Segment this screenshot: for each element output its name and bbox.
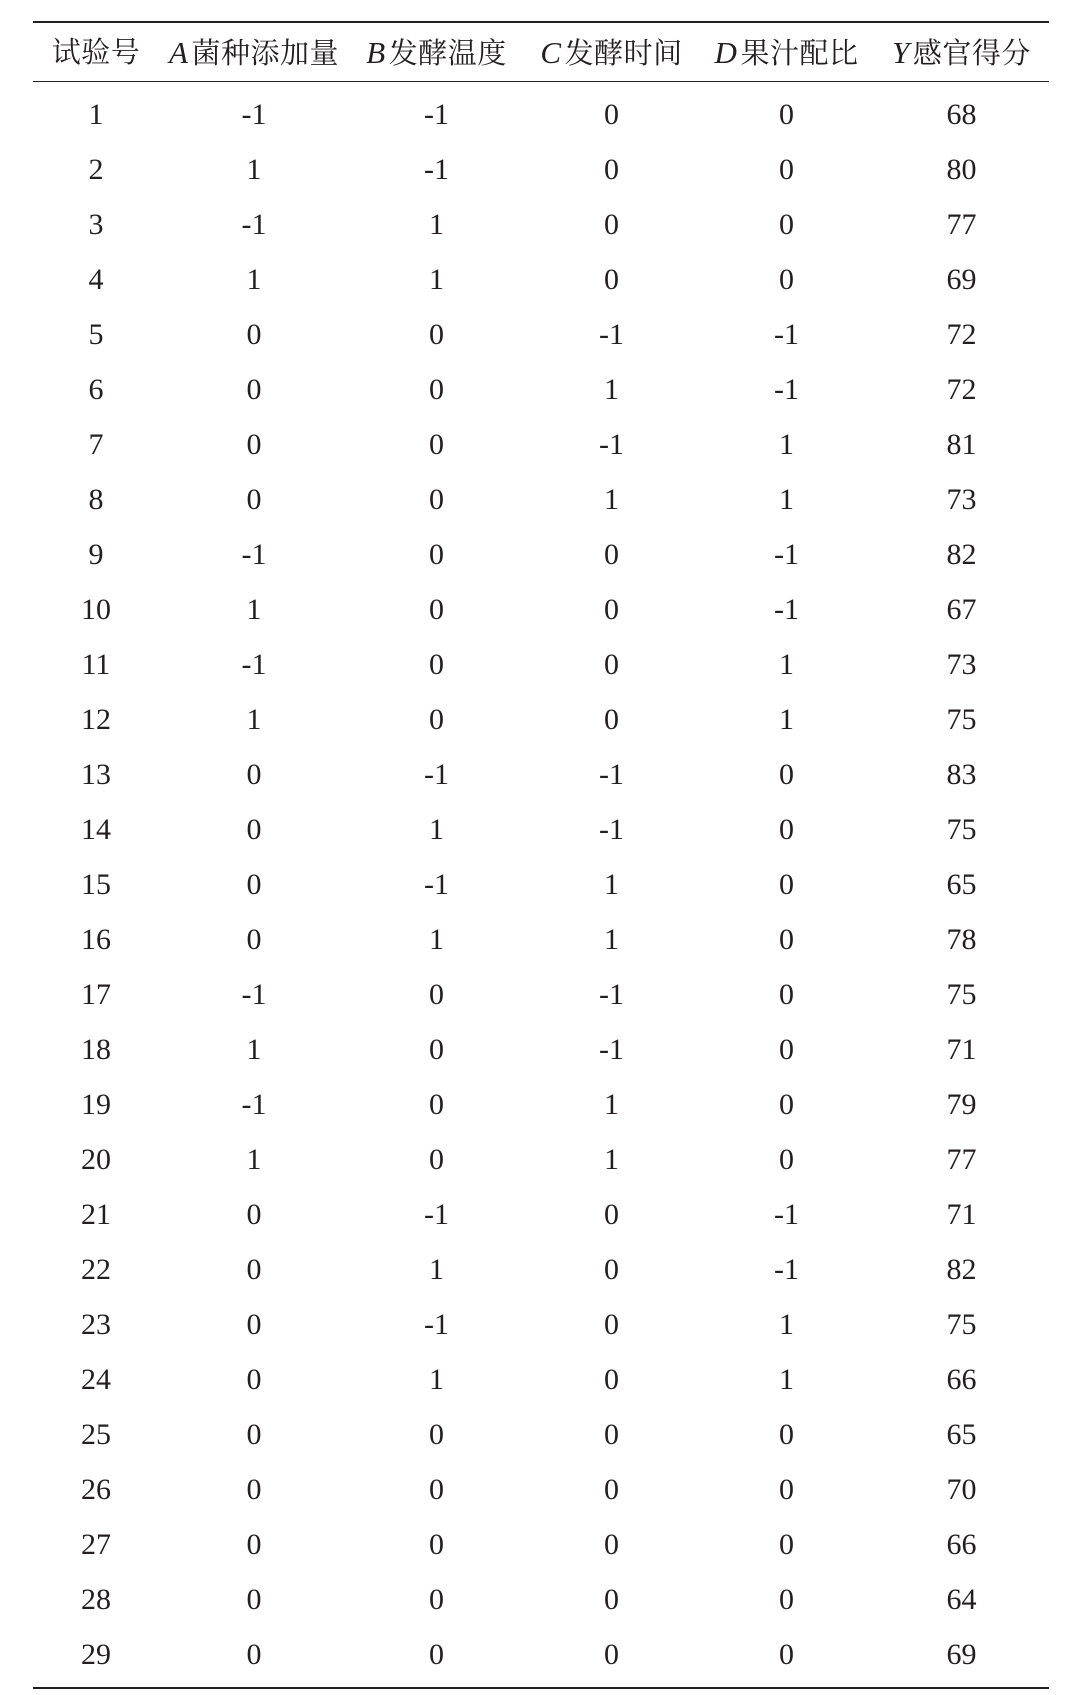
- trial-number-cell: 5: [88, 317, 104, 351]
- factor-d-cell: 0: [779, 152, 794, 186]
- factor-b-cell: 0: [429, 1582, 444, 1616]
- factor-b-cell: -1: [424, 152, 449, 186]
- trial-number-cell: 18: [81, 1032, 111, 1066]
- sensory-score-cell: 66: [946, 1362, 977, 1396]
- factor-a-cell: -1: [241, 207, 267, 241]
- table-row: [33, 1407, 1049, 1462]
- factor-a-cell: -1: [241, 1087, 267, 1121]
- factor-c-cell: 1: [604, 922, 619, 956]
- sensory-score-cell: 71: [946, 1197, 977, 1231]
- factor-d-cell: 1: [779, 702, 794, 736]
- sensory-score-cell: 70: [946, 1472, 977, 1506]
- factor-c-cell: 0: [604, 1582, 619, 1616]
- sensory-score-cell: 72: [946, 372, 977, 406]
- factor-c-cell: 0: [604, 207, 619, 241]
- table-body: [33, 82, 1049, 1687]
- sensory-score-cell: 79: [946, 1087, 977, 1121]
- factor-c-cell: -1: [599, 427, 624, 461]
- factor-d-cell: 0: [779, 1582, 794, 1616]
- factor-b-cell: 1: [429, 207, 444, 241]
- trial-number-cell: 7: [88, 427, 104, 461]
- table-row: [33, 1462, 1049, 1517]
- factor-a-cell: 0: [246, 1472, 262, 1506]
- table-row: [33, 1132, 1049, 1187]
- table-row: [33, 472, 1049, 527]
- factor-d-cell: 1: [779, 647, 794, 681]
- factor-a-cell: 0: [246, 757, 262, 791]
- factor-a-cell: 0: [246, 1252, 262, 1286]
- factor-d-cell: 0: [779, 812, 794, 846]
- factor-a-cell: 1: [246, 592, 262, 626]
- header-factor-a: [159, 34, 349, 70]
- sensory-score-cell: 80: [946, 152, 977, 186]
- sensory-score-cell: 72: [946, 317, 977, 351]
- factor-b-cell: 0: [429, 482, 444, 516]
- factor-c-cell: 0: [604, 1307, 619, 1341]
- table-row: [33, 1297, 1049, 1352]
- factor-b-cell: 0: [429, 317, 444, 351]
- factor-c-cell: 1: [604, 482, 619, 516]
- factor-a-cell: 0: [246, 317, 262, 351]
- sensory-score-cell: 75: [946, 1307, 977, 1341]
- table-row: [33, 747, 1049, 802]
- factor-d-cell: 0: [779, 97, 794, 131]
- trial-number-cell: 8: [88, 482, 104, 516]
- factor-a-cell: 0: [246, 1417, 262, 1451]
- trial-number-cell: 12: [81, 702, 111, 736]
- table-row: [33, 1242, 1049, 1297]
- table-row: [33, 1077, 1049, 1132]
- trial-number-cell: 28: [81, 1582, 111, 1616]
- factor-c-cell: 0: [604, 537, 619, 571]
- data-table: [33, 21, 1049, 1689]
- header-label: 发酵时间: [564, 35, 683, 70]
- trial-number-cell: 26: [81, 1472, 111, 1506]
- factor-b-cell: 0: [429, 372, 444, 406]
- factor-b-cell: 1: [429, 922, 444, 956]
- factor-c-cell: -1: [599, 757, 624, 791]
- factor-b-cell: 0: [429, 592, 444, 626]
- sensory-score-cell: 78: [946, 922, 977, 956]
- sensory-score-cell: 68: [946, 97, 977, 131]
- factor-b-cell: 0: [429, 1417, 444, 1451]
- factor-a-cell: 1: [246, 1032, 262, 1066]
- table-row: [33, 1572, 1049, 1627]
- factor-a-cell: 0: [246, 427, 262, 461]
- header-variable: C: [540, 34, 562, 70]
- trial-number-cell: 17: [81, 977, 111, 1011]
- factor-c-cell: 0: [604, 1417, 619, 1451]
- table-row: [33, 637, 1049, 692]
- table-row: [33, 417, 1049, 472]
- factor-b-cell: -1: [424, 97, 449, 131]
- header-variable: B: [366, 34, 386, 70]
- trial-number-cell: 21: [81, 1197, 111, 1231]
- table-row: [33, 527, 1049, 582]
- sensory-score-cell: 73: [946, 647, 977, 681]
- sensory-score-cell: 71: [946, 1032, 977, 1066]
- sensory-score-cell: 67: [946, 592, 977, 626]
- table-row: [33, 197, 1049, 252]
- header-factor-b: [349, 34, 524, 70]
- factor-c-cell: 1: [604, 1087, 619, 1121]
- header-variable: A: [169, 34, 189, 70]
- trial-number-cell: 24: [81, 1362, 111, 1396]
- factor-b-cell: 1: [429, 1362, 444, 1396]
- factor-d-cell: 0: [779, 1142, 794, 1176]
- factor-d-cell: -1: [774, 537, 799, 571]
- header-variable: D: [714, 34, 738, 70]
- factor-c-cell: 0: [604, 647, 619, 681]
- factor-a-cell: 0: [246, 1307, 262, 1341]
- factor-a-cell: 0: [246, 867, 262, 901]
- header-variable: Y: [892, 34, 910, 70]
- factor-d-cell: 1: [779, 427, 794, 461]
- table-row: [33, 1352, 1049, 1407]
- trial-number-cell: 10: [81, 592, 111, 626]
- factor-d-cell: 0: [779, 1032, 794, 1066]
- table-row: [33, 142, 1049, 197]
- sensory-score-cell: 69: [946, 1637, 977, 1671]
- factor-a-cell: 0: [246, 922, 262, 956]
- table-row: [33, 362, 1049, 417]
- table-row: [33, 912, 1049, 967]
- trial-number-cell: 22: [81, 1252, 111, 1286]
- factor-c-cell: 1: [604, 867, 619, 901]
- factor-b-cell: 0: [429, 1087, 444, 1121]
- header-factor-c: [524, 34, 699, 70]
- trial-number-cell: 29: [81, 1637, 111, 1671]
- trial-number-cell: 9: [88, 537, 104, 571]
- factor-d-cell: 0: [779, 1527, 794, 1561]
- trial-number-cell: 19: [81, 1087, 111, 1121]
- sensory-score-cell: 75: [946, 977, 977, 1011]
- factor-c-cell: 0: [604, 1637, 619, 1671]
- factor-a-cell: -1: [241, 537, 267, 571]
- sensory-score-cell: 75: [946, 702, 977, 736]
- trial-number-cell: 20: [81, 1142, 111, 1176]
- factor-a-cell: -1: [241, 647, 267, 681]
- factor-b-cell: 0: [429, 1472, 444, 1506]
- table-row: [33, 802, 1049, 857]
- sensory-score-cell: 82: [946, 1252, 977, 1286]
- factor-a-cell: 1: [246, 152, 262, 186]
- factor-c-cell: 0: [604, 262, 619, 296]
- header-factor-d: [699, 34, 874, 70]
- trial-number-cell: 4: [88, 262, 104, 296]
- header-label: 发酵温度: [388, 35, 507, 70]
- factor-d-cell: 0: [779, 977, 794, 1011]
- factor-b-cell: -1: [424, 1307, 449, 1341]
- header-response-y: [874, 34, 1049, 70]
- header-label: 菌种添加量: [191, 35, 339, 70]
- factor-d-cell: 0: [779, 922, 794, 956]
- trial-number-cell: 13: [81, 757, 111, 791]
- factor-a-cell: 1: [246, 262, 262, 296]
- factor-a-cell: 1: [246, 702, 262, 736]
- factor-a-cell: -1: [241, 977, 267, 1011]
- trial-number-cell: 15: [81, 867, 111, 901]
- factor-c-cell: 0: [604, 1527, 619, 1561]
- sensory-score-cell: 81: [946, 427, 977, 461]
- header-label: 感官得分: [912, 35, 1031, 70]
- factor-d-cell: -1: [774, 1197, 799, 1231]
- sensory-score-cell: 73: [946, 482, 977, 516]
- factor-c-cell: 1: [604, 372, 619, 406]
- trial-number-cell: 1: [88, 97, 104, 131]
- factor-b-cell: 0: [429, 1142, 444, 1176]
- header-trial-number: [33, 34, 159, 69]
- factor-d-cell: 0: [779, 1472, 794, 1506]
- factor-c-cell: 0: [604, 1362, 619, 1396]
- factor-c-cell: 0: [604, 152, 619, 186]
- factor-a-cell: 0: [246, 1197, 262, 1231]
- table-row: [33, 1022, 1049, 1077]
- table-row: [33, 967, 1049, 1022]
- factor-a-cell: 0: [246, 372, 262, 406]
- factor-b-cell: -1: [424, 757, 449, 791]
- sensory-score-cell: 69: [946, 262, 977, 296]
- factor-d-cell: -1: [774, 1252, 799, 1286]
- factor-c-cell: 0: [604, 97, 619, 131]
- factor-a-cell: 0: [246, 812, 262, 846]
- trial-number-cell: 3: [88, 207, 104, 241]
- trial-number-cell: 16: [81, 922, 111, 956]
- sensory-score-cell: 75: [946, 812, 977, 846]
- factor-d-cell: -1: [774, 592, 799, 626]
- table-row: [33, 692, 1049, 747]
- sensory-score-cell: 64: [946, 1582, 977, 1616]
- factor-c-cell: 0: [604, 1197, 619, 1231]
- trial-number-cell: 14: [81, 812, 111, 846]
- factor-c-cell: 0: [604, 702, 619, 736]
- factor-b-cell: 1: [429, 1252, 444, 1286]
- table-header-row: [33, 23, 1049, 81]
- trial-number-cell: 11: [81, 647, 111, 681]
- factor-b-cell: 0: [429, 1637, 444, 1671]
- factor-c-cell: 0: [604, 592, 619, 626]
- table-row: [33, 1627, 1049, 1682]
- trial-number-cell: 2: [88, 152, 104, 186]
- factor-b-cell: 0: [429, 702, 444, 736]
- sensory-score-cell: 83: [946, 757, 977, 791]
- header-label: 果汁配比: [740, 35, 859, 70]
- sensory-score-cell: 65: [946, 867, 977, 901]
- trial-number-cell: 25: [81, 1417, 111, 1451]
- factor-b-cell: -1: [424, 867, 449, 901]
- trial-number-cell: 23: [81, 1307, 111, 1341]
- factor-d-cell: 0: [779, 262, 794, 296]
- table-row: [33, 307, 1049, 362]
- table-row: [33, 857, 1049, 912]
- factor-a-cell: 0: [246, 1637, 262, 1671]
- sensory-score-cell: 66: [946, 1527, 977, 1561]
- table-row: [33, 1187, 1049, 1242]
- factor-d-cell: 1: [779, 482, 794, 516]
- factor-c-cell: -1: [599, 1032, 624, 1066]
- table-row: [33, 87, 1049, 142]
- factor-d-cell: 1: [779, 1307, 794, 1341]
- factor-d-cell: 0: [779, 1637, 794, 1671]
- sensory-score-cell: 77: [946, 207, 977, 241]
- factor-b-cell: 0: [429, 537, 444, 571]
- table-row: [33, 582, 1049, 637]
- trial-number-cell: 6: [88, 372, 104, 406]
- sensory-score-cell: 82: [946, 537, 977, 571]
- table-row: [33, 252, 1049, 307]
- factor-a-cell: 1: [246, 1142, 262, 1176]
- factor-b-cell: 0: [429, 977, 444, 1011]
- factor-c-cell: -1: [599, 812, 624, 846]
- factor-d-cell: 0: [779, 1087, 794, 1121]
- factor-b-cell: 1: [429, 812, 444, 846]
- sensory-score-cell: 77: [946, 1142, 977, 1176]
- factor-a-cell: 0: [246, 1527, 262, 1561]
- factor-b-cell: 0: [429, 1527, 444, 1561]
- factor-d-cell: -1: [774, 317, 799, 351]
- sensory-score-cell: 65: [946, 1417, 977, 1451]
- factor-c-cell: -1: [599, 317, 624, 351]
- factor-a-cell: -1: [241, 97, 267, 131]
- factor-b-cell: 1: [429, 262, 444, 296]
- factor-b-cell: 0: [429, 427, 444, 461]
- factor-c-cell: 0: [604, 1252, 619, 1286]
- factor-c-cell: -1: [599, 977, 624, 1011]
- header-label: 试验号: [51, 34, 141, 69]
- factor-d-cell: 0: [779, 757, 794, 791]
- factor-b-cell: -1: [424, 1197, 449, 1231]
- factor-b-cell: 0: [429, 647, 444, 681]
- factor-a-cell: 0: [246, 482, 262, 516]
- factor-d-cell: -1: [774, 372, 799, 406]
- factor-c-cell: 1: [604, 1142, 619, 1176]
- table-bottom-rule: [33, 1687, 1049, 1689]
- factor-d-cell: 1: [779, 1362, 794, 1396]
- table-row: [33, 1517, 1049, 1572]
- factor-d-cell: 0: [779, 867, 794, 901]
- factor-a-cell: 0: [246, 1362, 262, 1396]
- factor-b-cell: 0: [429, 1032, 444, 1066]
- factor-d-cell: 0: [779, 1417, 794, 1451]
- factor-d-cell: 0: [779, 207, 794, 241]
- trial-number-cell: 27: [81, 1527, 111, 1561]
- factor-c-cell: 0: [604, 1472, 619, 1506]
- factor-a-cell: 0: [246, 1582, 262, 1616]
